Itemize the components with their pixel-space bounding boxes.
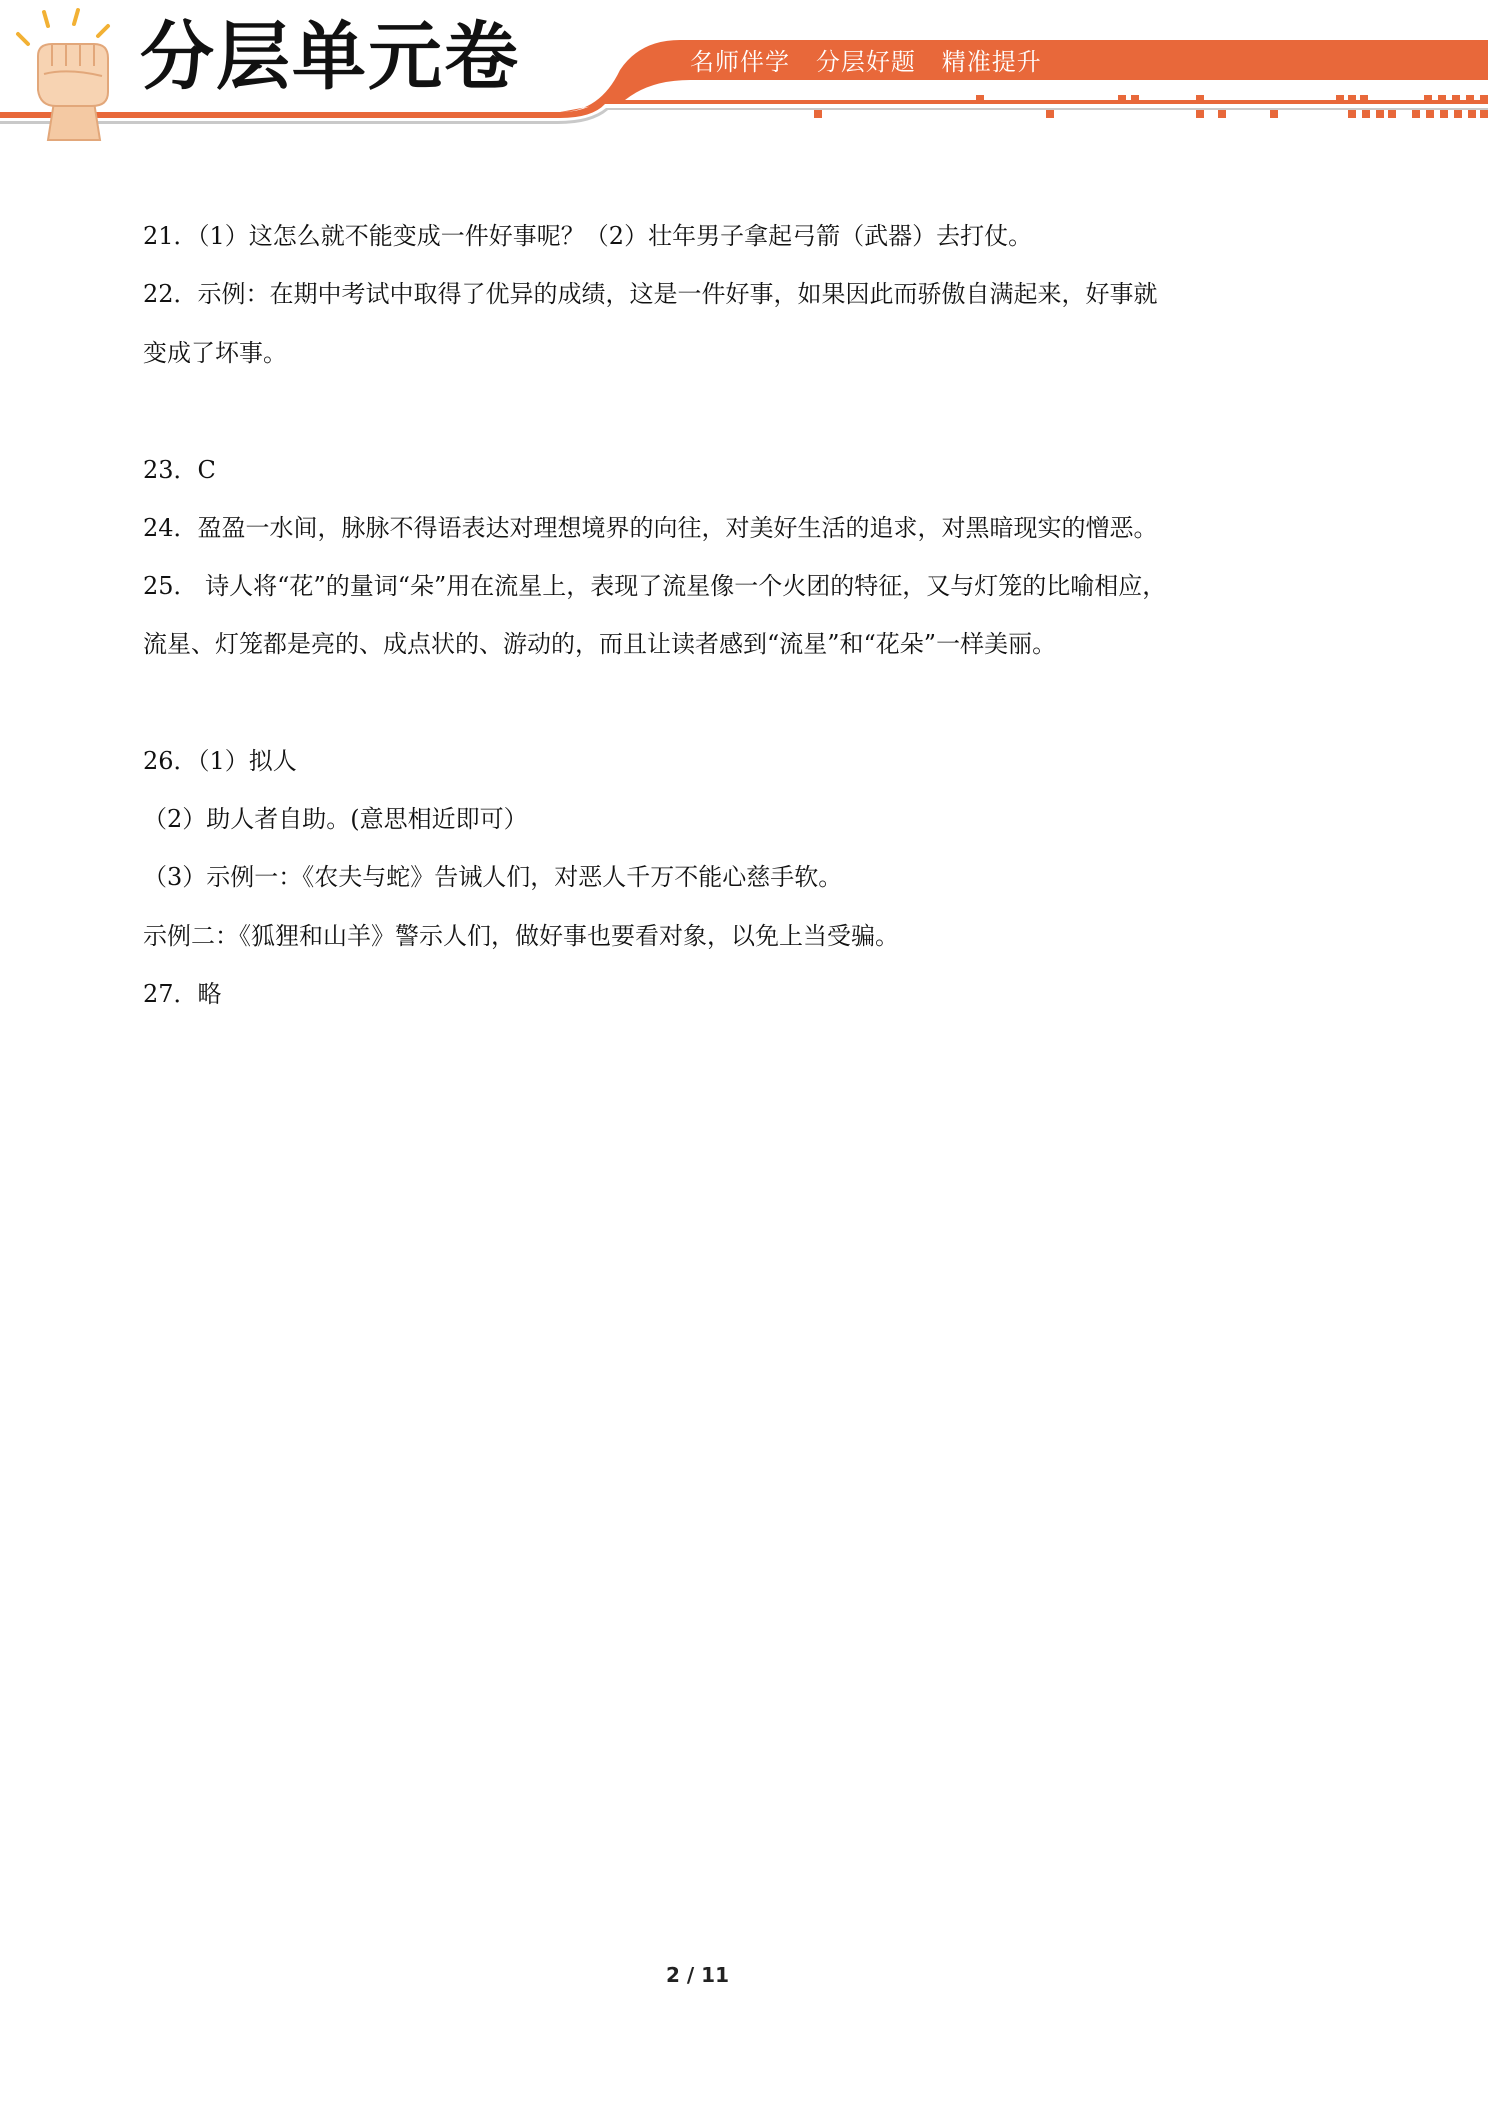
answer-line: 21．（1）这怎么就不能变成一件好事呢？（2）壮年男子拿起弓箭（武器）去打仗。 <box>143 222 1033 250</box>
brand-title: 分层单元卷 <box>140 14 520 100</box>
answer-line: 23．C <box>143 456 216 484</box>
answer-line: （3）示例一：《农夫与蛇》告诫人们，对恶人千万不能心慈手软。 <box>143 863 843 891</box>
answer-line: 流星、灯笼都是亮的、成点状的、游动的，而且让读者感到“流星”和“花朵”一样美丽。 <box>143 630 1057 658</box>
page-number: 2 / 11 <box>666 1963 729 1987</box>
answer-line: 24．盈盈一水间，脉脉不得语表达对理想境界的向往，对美好生活的追求，对黑暗现实的憎恶。 <box>143 514 1158 542</box>
answer-line: 26．（1）拟人 <box>143 747 297 775</box>
answer-line: 25． 诗人将“花”的量词“朵”用在流星上，表现了流星像一个火团的特征，又与灯笼的比喻相应， <box>143 572 1167 600</box>
answer-line: （2）助人者自助。(意思相近即可） <box>143 805 528 833</box>
header-slogan: 名师伴学 分层好题 精准提升 <box>690 48 1042 76</box>
answer-line: 22．示例：在期中考试中取得了优异的成绩，这是一件好事，如果因此而骄傲自满起来，好事就 <box>143 280 1158 308</box>
fist-icon <box>8 4 138 144</box>
answer-line: 27．略 <box>143 980 222 1008</box>
answer-line: 变成了坏事。 <box>143 339 287 367</box>
page-header <box>0 0 1488 150</box>
answer-line: 示例二：《狐狸和山羊》警示人们，做好事也要看对象，以免上当受骗。 <box>143 922 899 950</box>
